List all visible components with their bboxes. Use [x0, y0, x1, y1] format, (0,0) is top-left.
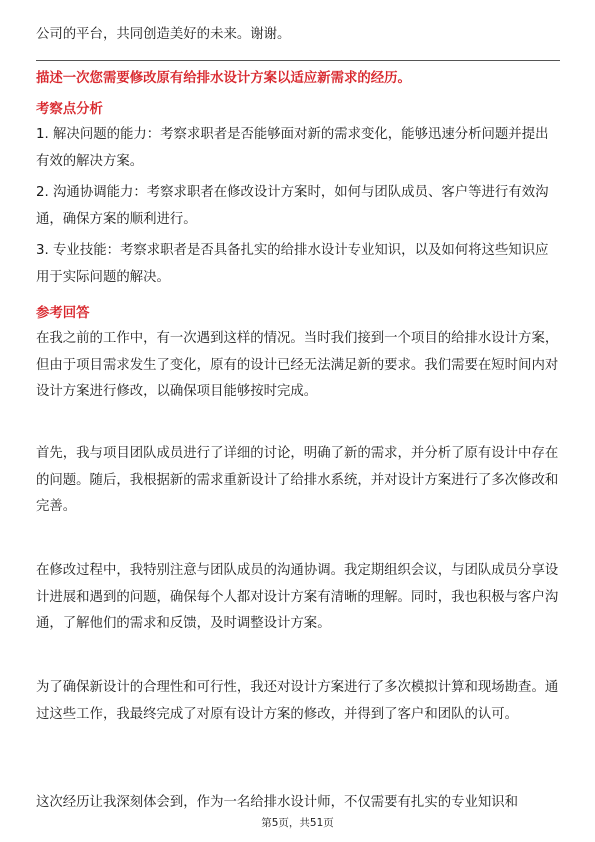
analysis-point-1: 1. 解决问题的能力：考察求职者是否能够面对新的需求变化，能够迅速分析问题并提出有效的解决方案。: [36, 127, 549, 169]
answer-paragraph-5: 这次经历让我深刻体会到，作为一名给排水设计师，不仅需要有扎实的专业知识和: [36, 795, 519, 810]
page-number: 第5页，共51页: [261, 817, 334, 829]
interview-question: 描述一次您需要修改原有给排水设计方案以适应新需求的经历。: [36, 71, 411, 86]
answer-paragraph-4: 为了确保新设计的合理性和可行性，我还对设计方案进行了多次模拟计算和现场勘查。通过这些工作，我最终完成了对原有设计方案的修改，并得到了客户和团队的认可。: [36, 680, 559, 722]
section-divider: [36, 60, 560, 61]
analysis-point-2: 2. 沟通协调能力：考察求职者在修改设计方案时，如何与团队成员、客户等进行有效沟通，确保方案的顺利进行。: [36, 185, 549, 227]
analysis-point-3: 3. 专业技能：考察求职者是否具备扎实的给排水设计专业知识，以及如何将这些知识应用于实际问题的解决。: [36, 243, 549, 285]
answer-paragraph-3: 在修改过程中，我特别注意与团队成员的沟通协调。我定期组织会议，与团队成员分享设计进展和遇到的问题，确保每个人都对设计方案有清晰的理解。同时，我也积极与客户沟通，了解他们的需求和反馈，及时调整设计方案。: [36, 563, 559, 631]
answer-heading: 参考回答: [36, 306, 90, 321]
answer-paragraph-1: 在我之前的工作中，有一次遇到这样的情况。当时我们接到一个项目的给排水设计方案，但由于项目需求发生了变化，原有的设计已经无法满足新的要求。我们需要在短时间内对设计方案进行修改，以确保项目能够按时完成。: [36, 331, 559, 399]
answer-paragraph-2: 首先，我与项目团队成员进行了详细的讨论，明确了新的需求，并分析了原有设计中存在的问题。随后，我根据新的需求重新设计了给排水系统，并对设计方案进行了多次修改和完善。: [36, 446, 559, 514]
intro-tail-text: 公司的平台，共同创造美好的未来。谢谢。: [36, 27, 291, 42]
analysis-heading: 考察点分析: [36, 102, 103, 117]
